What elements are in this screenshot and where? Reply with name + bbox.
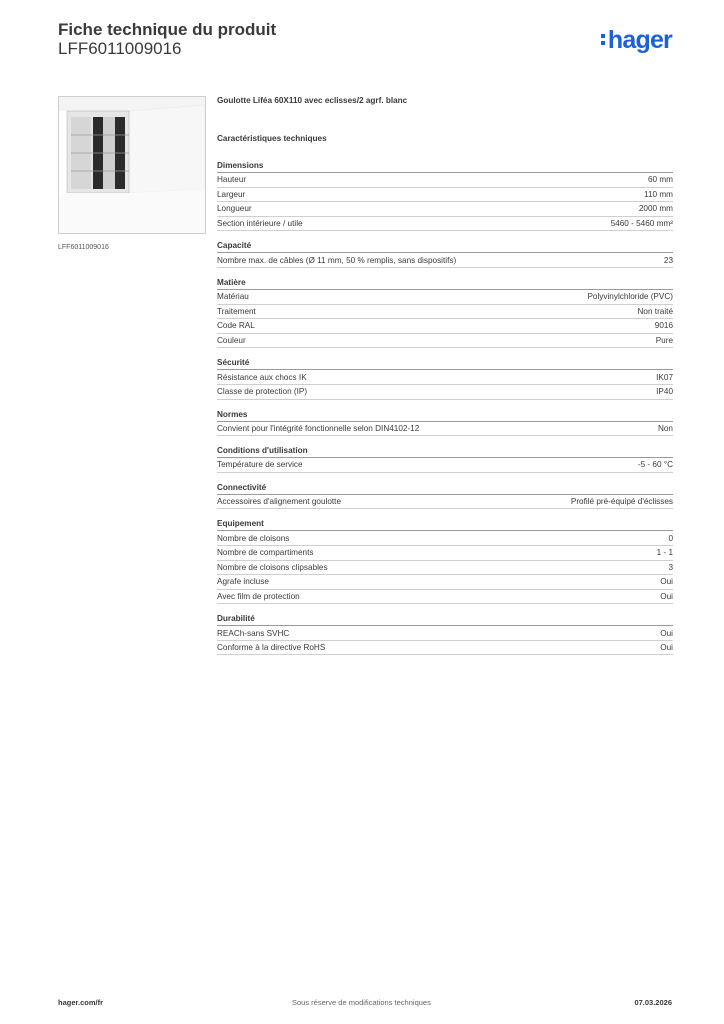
spec-row	[217, 531, 673, 546]
product-name: Goulotte Liféa 60X110 avec eclisses/2 agrf. blanc	[217, 96, 408, 105]
spec-section	[217, 482, 673, 510]
footer-disclaimer: Sous réserve de modifications techniques	[292, 998, 431, 1007]
section-title: Capacité	[217, 240, 673, 253]
technical-characteristics-heading: Caractéristiques techniques	[217, 134, 327, 143]
spec-value: 23	[663, 255, 673, 265]
spec-row	[217, 319, 673, 334]
spec-value: Oui	[660, 591, 673, 601]
spec-row	[217, 385, 673, 400]
spec-value: Polyvinylchloride (PVC)	[587, 292, 673, 302]
spec-row	[217, 626, 673, 641]
spec-value: 60 mm	[647, 175, 673, 185]
spec-row	[217, 575, 673, 590]
image-caption: LFF6011009016	[58, 244, 109, 251]
spec-label: Hauteur	[217, 175, 247, 185]
spec-label: Traitement	[217, 306, 256, 316]
section-title: Durabilité	[217, 613, 673, 626]
logo-text: hager	[607, 26, 672, 54]
spec-label: Classe de protection (IP)	[217, 387, 308, 397]
product-image	[58, 96, 206, 234]
spec-value: 3	[668, 562, 673, 572]
section-title: Matière	[217, 277, 673, 290]
spec-row	[217, 173, 673, 188]
section-title: Sécurité	[217, 357, 673, 370]
spec-value: Non	[657, 423, 673, 433]
spec-value: Pure	[655, 336, 673, 346]
spec-row	[217, 253, 673, 268]
spec-row	[217, 641, 673, 656]
spec-label: Avec film de protection	[217, 591, 300, 601]
spec-section	[217, 160, 673, 231]
page-title: Fiche technique du produit	[58, 20, 277, 39]
spec-label: Conforme à la directive RoHS	[217, 643, 326, 653]
spec-label: REACh-sans SVHC	[217, 628, 290, 638]
spec-label: Matériau	[217, 292, 249, 302]
spec-section	[217, 277, 673, 348]
spec-value: Non traité	[637, 306, 673, 316]
spec-row	[217, 590, 673, 605]
spec-label: Code RAL	[217, 321, 255, 331]
spec-value: IP40	[656, 387, 673, 397]
spec-row	[217, 561, 673, 576]
spec-value: -5 - 60 °C	[637, 460, 673, 470]
spec-row	[217, 370, 673, 385]
technical-content	[217, 96, 673, 664]
spec-label: Nombre max. de câbles (Ø 11 mm, 50 % remplis, sans dispositifs)	[217, 255, 457, 265]
spec-row	[217, 202, 673, 217]
spec-row	[217, 546, 673, 561]
footer-website: hager.com/fr	[58, 998, 104, 1007]
footer-date: 07.03.2026	[634, 998, 672, 1007]
section-title: Connectivité	[217, 482, 673, 495]
section-title: Normes	[217, 409, 673, 422]
spec-label: Température de service	[217, 460, 303, 470]
spec-section	[217, 518, 673, 604]
spec-sections	[217, 160, 673, 655]
hager-logo	[601, 28, 672, 53]
spec-label: Section intérieure / utile	[217, 219, 303, 229]
spec-section	[217, 357, 673, 399]
spec-value: Profilé pré-équipé d'éclisses	[570, 497, 673, 507]
spec-section	[217, 445, 673, 473]
spec-row	[217, 217, 673, 232]
spec-label: Agrafe incluse	[217, 577, 269, 587]
spec-row	[217, 305, 673, 320]
spec-label: Couleur	[217, 336, 246, 346]
spec-label: Résistance aux chocs IK	[217, 372, 307, 382]
spec-row	[217, 495, 673, 510]
section-title: Equipement	[217, 518, 673, 531]
spec-value: 2000 mm	[638, 204, 673, 214]
spec-row	[217, 334, 673, 349]
spec-value: 5460 - 5460 mm²	[610, 219, 673, 229]
spec-value: Oui	[660, 643, 673, 653]
product-reference: LFF6011009016	[58, 39, 182, 58]
cable-trunking-illustration	[59, 97, 205, 233]
spec-label: Convient pour l'intégrité fonctionnelle selon DIN4102-12	[217, 423, 420, 433]
spec-label: Nombre de cloisons clipsables	[217, 562, 328, 572]
spec-row	[217, 458, 673, 473]
spec-section	[217, 409, 673, 437]
spec-row	[217, 290, 673, 305]
spec-label: Longueur	[217, 204, 252, 214]
spec-label: Nombre de compartiments	[217, 548, 314, 558]
spec-label: Accessoires d'alignement goulotte	[217, 497, 341, 507]
logo-mark-icon	[601, 34, 607, 48]
spec-value: 1 - 1	[656, 548, 673, 558]
spec-value: Oui	[660, 628, 673, 638]
spec-section	[217, 240, 673, 268]
spec-value: 0	[668, 533, 673, 543]
spec-value: 9016	[654, 321, 673, 331]
spec-row	[217, 188, 673, 203]
spec-value: Oui	[660, 577, 673, 587]
spec-label: Largeur	[217, 189, 246, 199]
spec-row	[217, 422, 673, 437]
spec-value: IK07	[656, 372, 673, 382]
spec-value: 110 mm	[644, 189, 673, 199]
spec-section	[217, 613, 673, 655]
spec-label: Nombre de cloisons	[217, 533, 290, 543]
section-title: Dimensions	[217, 160, 673, 173]
section-title: Conditions d'utilisation	[217, 445, 673, 458]
